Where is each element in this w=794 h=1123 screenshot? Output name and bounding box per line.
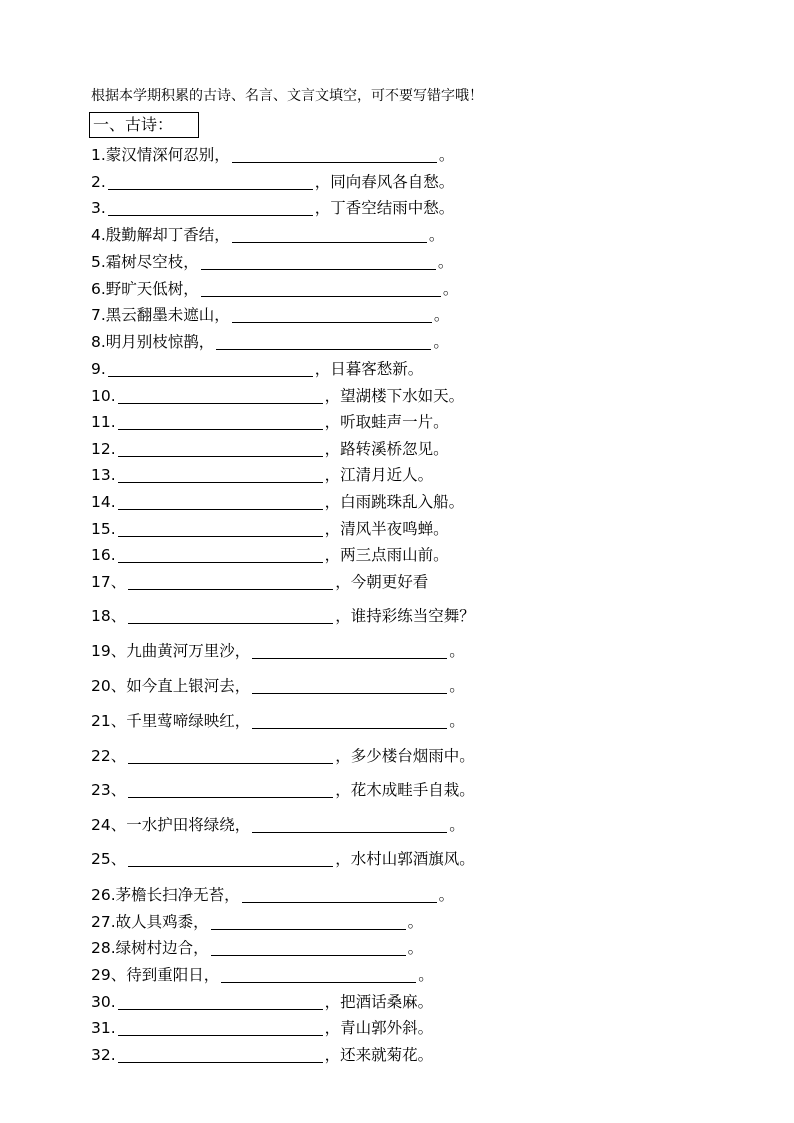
given-verse: ，花木成畦手自栽。 [335, 781, 475, 799]
given-verse: 待到重阳日， [126, 966, 220, 984]
question-item [91, 224, 444, 246]
given-verse: ，听取蛙声一片。 [324, 413, 449, 431]
question-item [91, 304, 449, 326]
given-verse: 蒙汉情深何忍别， [105, 146, 230, 164]
question-item [91, 571, 428, 593]
given-verse: 。 [449, 642, 465, 660]
given-verse: 千里莺啼绿映红， [126, 712, 251, 730]
given-verse: ，今朝更好看 [335, 573, 429, 591]
question-item [91, 848, 475, 870]
given-verse: 故人具鸡黍， [115, 913, 209, 931]
answer-blank[interactable] [118, 387, 323, 404]
question-item [91, 964, 434, 986]
given-verse: ，丁香空结雨中愁。 [314, 199, 455, 217]
question-number: 15. [91, 520, 116, 538]
given-verse: ，白雨跳珠乱入船。 [324, 493, 465, 511]
answer-blank[interactable] [128, 573, 333, 590]
question-item [91, 640, 465, 662]
given-verse: 绿树村边合， [115, 939, 209, 957]
given-verse: 茅檐长扫净无苔， [115, 886, 240, 904]
answer-blank[interactable] [211, 939, 406, 956]
given-verse: ，水村山郭酒旗风。 [335, 850, 475, 868]
answer-blank[interactable] [128, 747, 333, 764]
question-item [91, 937, 423, 959]
question-number: 18、 [91, 607, 127, 625]
given-verse: 。 [433, 306, 450, 324]
question-item [91, 251, 453, 273]
question-item [91, 438, 449, 460]
question-number: 7. [91, 306, 106, 324]
given-verse: ，把酒话桑麻。 [324, 993, 434, 1011]
answer-blank[interactable] [252, 677, 447, 694]
given-verse: ，多少楼台烟雨中。 [335, 747, 475, 765]
given-verse: 野旷天低树， [105, 280, 199, 298]
given-verse: ，谁持彩练当空舞？ [335, 607, 475, 625]
given-verse: 。 [407, 913, 424, 931]
question-item [91, 464, 433, 486]
given-verse: 。 [428, 226, 445, 244]
answer-blank[interactable] [118, 493, 323, 510]
given-verse: 一水护田将绿绕， [126, 816, 251, 834]
question-number: 12. [91, 440, 116, 458]
question-item [91, 675, 465, 697]
given-verse: 。 [437, 253, 454, 271]
given-verse: 。 [407, 939, 424, 957]
question-item [91, 1017, 433, 1039]
answer-blank[interactable] [252, 816, 447, 833]
question-item [91, 171, 454, 193]
answer-blank[interactable] [128, 850, 333, 867]
given-verse: ，同向春风各自愁。 [314, 173, 455, 191]
question-number: 3. [91, 199, 106, 217]
answer-blank[interactable] [201, 280, 441, 297]
answer-blank[interactable] [118, 1019, 323, 1036]
given-verse: ，清风半夜鸣蝉。 [324, 520, 449, 538]
question-item [91, 991, 433, 1013]
question-number: 16. [91, 546, 116, 564]
question-item [91, 358, 423, 380]
question-number: 25、 [91, 850, 127, 868]
given-verse: 。 [438, 146, 455, 164]
given-verse: 九曲黄河万里沙， [126, 642, 251, 660]
given-verse: ，两三点雨山前。 [324, 546, 449, 564]
question-number: 6. [91, 280, 106, 298]
given-verse: 。 [449, 816, 465, 834]
question-number: 8. [91, 333, 106, 351]
answer-blank[interactable] [232, 226, 427, 243]
question-number: 29、 [91, 966, 127, 984]
answer-blank[interactable] [252, 642, 447, 659]
question-item [91, 544, 449, 566]
answer-blank[interactable] [128, 607, 333, 624]
answer-blank[interactable] [232, 306, 432, 323]
question-number: 14. [91, 493, 116, 511]
given-verse: ，还来就菊花。 [324, 1046, 434, 1064]
answer-blank[interactable] [232, 146, 437, 163]
question-item [91, 385, 464, 407]
given-verse: 。 [418, 966, 434, 984]
answer-blank[interactable] [118, 466, 323, 483]
question-number: 28. [91, 939, 116, 957]
question-item [91, 411, 449, 433]
answer-blank[interactable] [118, 993, 323, 1010]
question-number: 10. [91, 387, 116, 405]
answer-blank[interactable] [118, 413, 323, 430]
question-number: 27. [91, 913, 116, 931]
question-number: 9. [91, 360, 106, 378]
given-verse: ，青山郭外斜。 [324, 1019, 434, 1037]
answer-blank[interactable] [252, 712, 447, 729]
given-verse: 。 [442, 280, 459, 298]
question-number: 17、 [91, 573, 127, 591]
question-item [91, 779, 475, 801]
question-number: 19、 [91, 642, 127, 660]
given-verse: 。 [449, 677, 465, 695]
question-number: 32. [91, 1046, 116, 1064]
given-verse: 。 [433, 333, 449, 351]
question-number: 30. [91, 993, 116, 1011]
given-verse: ，望湖楼下水如天。 [324, 387, 465, 405]
question-item [91, 911, 423, 933]
given-verse: 明月别枝惊鹊， [105, 333, 215, 351]
answer-blank[interactable] [118, 520, 323, 537]
section-heading-ancient-poems: 一、古诗： [89, 112, 199, 138]
instructions-text: 根据本学期积累的古诗、名言、文言文填空，可不要写错字哦！ [91, 88, 483, 104]
question-number: 31. [91, 1019, 116, 1037]
answer-blank[interactable] [118, 1046, 323, 1063]
question-item [91, 710, 465, 732]
question-number: 5. [91, 253, 106, 271]
question-number: 4. [91, 226, 106, 244]
question-number: 1. [91, 146, 106, 164]
given-verse: ，江清月近人。 [324, 466, 434, 484]
answer-blank[interactable] [108, 173, 313, 190]
question-number: 26. [91, 886, 116, 904]
answer-blank[interactable] [118, 546, 323, 563]
question-item [91, 814, 465, 836]
answer-blank[interactable] [211, 913, 406, 930]
question-item [91, 331, 449, 353]
question-item [91, 144, 454, 166]
question-number: 23、 [91, 781, 127, 799]
question-item [91, 491, 464, 513]
answer-blank[interactable] [201, 253, 436, 270]
question-number: 13. [91, 466, 116, 484]
question-item [91, 1044, 433, 1066]
question-item [91, 605, 475, 627]
answer-blank[interactable] [242, 886, 437, 903]
answer-blank[interactable] [108, 360, 313, 377]
given-verse: 如今直上银河去， [126, 677, 251, 695]
given-verse: 。 [438, 886, 455, 904]
answer-blank[interactable] [128, 781, 333, 798]
answer-blank[interactable] [108, 199, 313, 216]
question-number: 22、 [91, 747, 127, 765]
question-number: 2. [91, 173, 106, 191]
answer-blank[interactable] [118, 440, 323, 457]
question-number: 24、 [91, 816, 127, 834]
question-item [91, 884, 454, 906]
given-verse: 殷勤解却丁香结， [105, 226, 230, 244]
answer-blank[interactable] [221, 966, 416, 983]
answer-blank[interactable] [216, 333, 431, 350]
question-number: 21、 [91, 712, 127, 730]
question-item [91, 197, 454, 219]
given-verse: ，路转溪桥忽见。 [324, 440, 449, 458]
given-verse: 。 [449, 712, 465, 730]
question-item [91, 518, 449, 540]
given-verse: 黑云翻墨未遮山， [105, 306, 230, 324]
question-number: 11. [91, 413, 116, 431]
question-item [91, 278, 458, 300]
question-number: 20、 [91, 677, 127, 695]
question-item [91, 745, 475, 767]
given-verse: ，日暮客愁新。 [314, 360, 424, 378]
given-verse: 霜树尽空枝， [105, 253, 199, 271]
